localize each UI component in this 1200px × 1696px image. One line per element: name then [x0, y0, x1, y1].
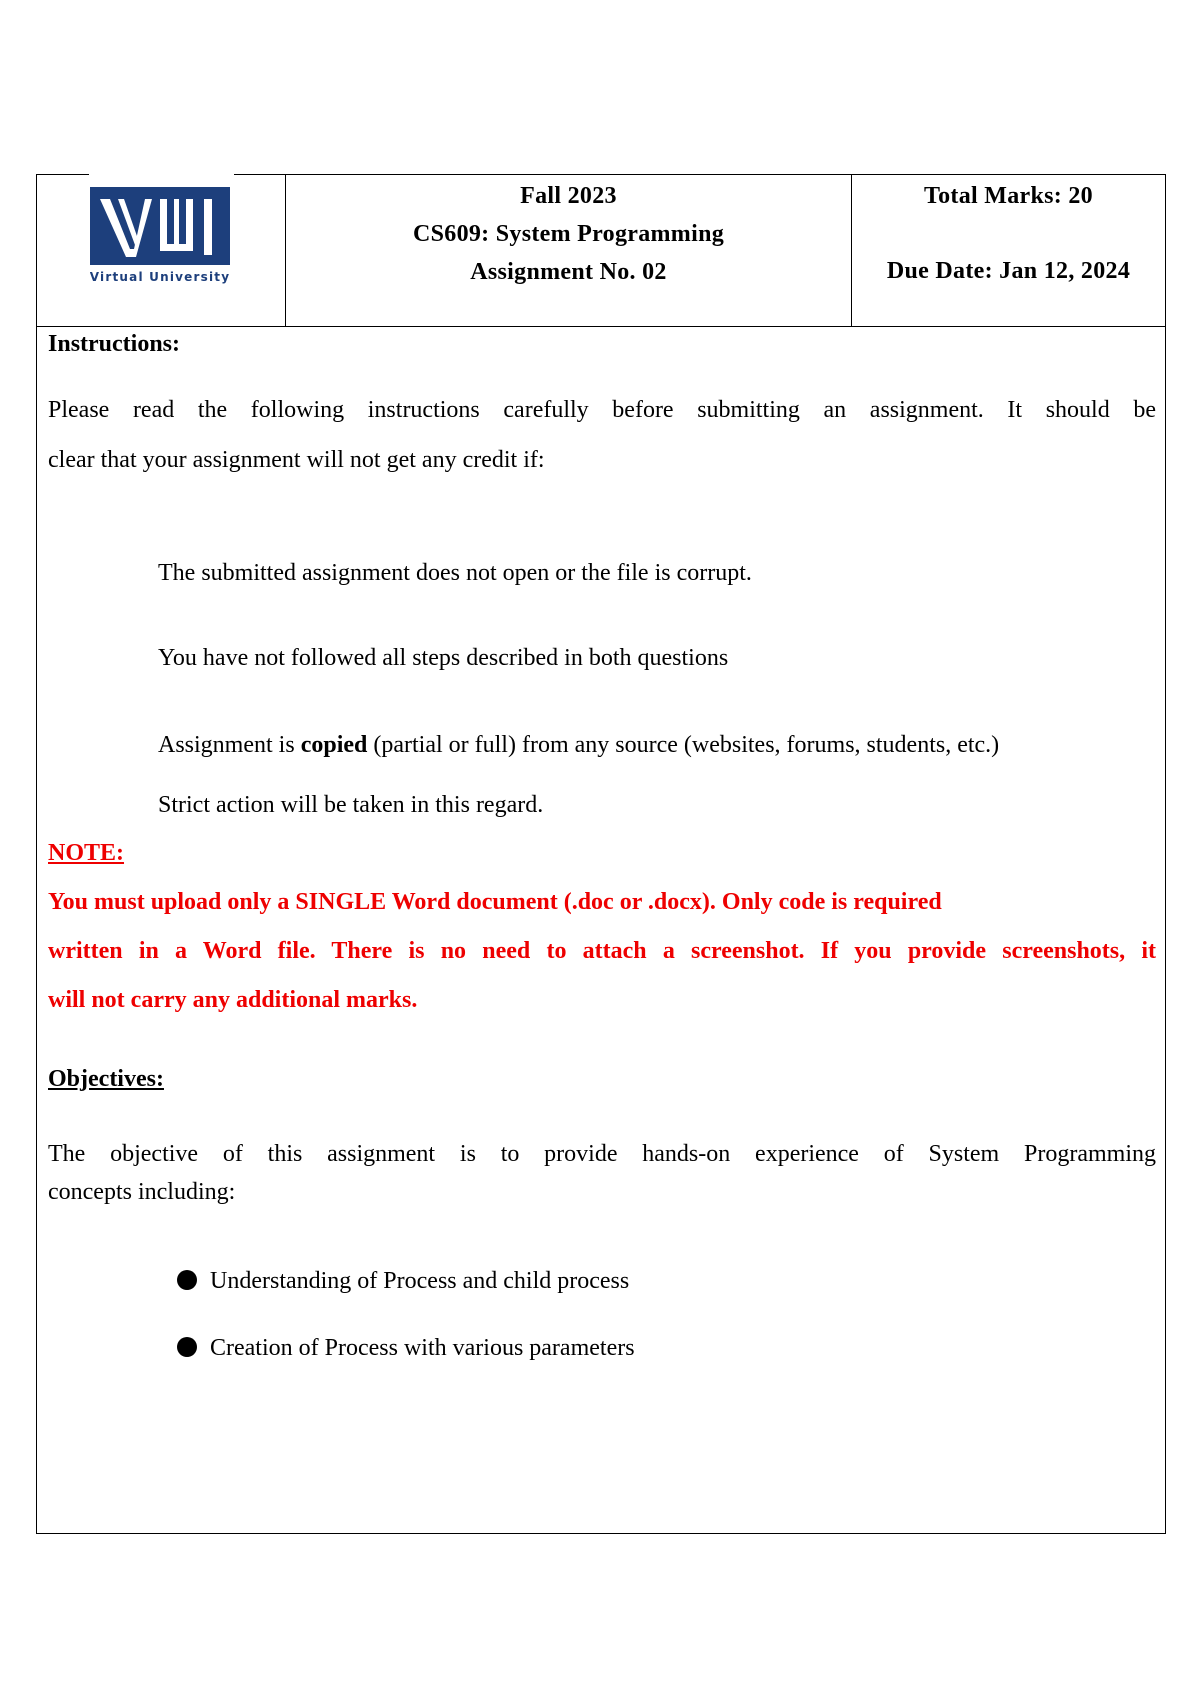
instructions-intro-line1: Please read the following instructions carefully before submitting an assignment. It should be	[48, 397, 1156, 423]
instruction-item-1: The submitted assignment does not open or the file is corrupt.	[158, 560, 752, 586]
note-line-1: You must upload only a SINGLE Word document (.doc or .docx). Only code is required	[48, 889, 942, 915]
marks-cell	[852, 175, 1165, 326]
objective-bullet-1	[177, 1268, 629, 1295]
instruction-item-2: You have not followed all steps described in both questions	[158, 645, 729, 671]
assignment-number: Assignment No. 02	[470, 259, 667, 285]
instruction-item-3	[158, 732, 1158, 759]
instructions-heading: Instructions:	[48, 331, 181, 357]
instruction-item-3-suffix: (partial or full) from any source (websites, forums, students, etc.)	[367, 732, 1000, 758]
logo-border-gap	[89, 172, 234, 178]
semester-label: Fall 2023	[520, 183, 617, 209]
due-date: Due Date: Jan 12, 2024	[886, 258, 1131, 284]
instructions-intro-line2: clear that your assignment will not get any credit if:	[48, 447, 545, 473]
objective-bullet-2	[177, 1335, 635, 1362]
header-table	[37, 175, 1165, 327]
bullet-icon	[177, 1337, 197, 1357]
course-title: CS609: System Programming	[412, 221, 725, 247]
objectives-intro-line2: concepts including:	[48, 1179, 236, 1205]
total-marks: Total Marks: 20	[924, 183, 1093, 209]
note-line-3: will not carry any additional marks.	[48, 987, 418, 1013]
note-heading: NOTE:	[48, 840, 125, 866]
assignment-page	[36, 174, 1166, 1534]
objective-bullet-1-text: Understanding of Process and child process	[210, 1268, 630, 1294]
objectives-intro-line1: The objective of this assignment is to provide hands-on experience of System Programming	[48, 1141, 1156, 1167]
title-cell	[286, 175, 852, 326]
instruction-item-3-bold: copied	[300, 732, 368, 758]
objectives-heading: Objectives:	[48, 1066, 164, 1092]
note-line-2: written in a Word file. There is no need to attach a screenshot. If you provide screenshots, it	[48, 938, 1156, 964]
logo-cell	[37, 175, 286, 326]
bullet-icon	[177, 1270, 197, 1290]
objective-bullet-2-text: Creation of Process with various parameters	[210, 1335, 635, 1361]
instruction-item-4: Strict action will be taken in this regard.	[158, 792, 544, 818]
vu-logo	[90, 187, 230, 287]
logo-subtext: Virtual University	[90, 270, 230, 284]
instruction-item-3-prefix: Assignment is	[158, 732, 301, 758]
